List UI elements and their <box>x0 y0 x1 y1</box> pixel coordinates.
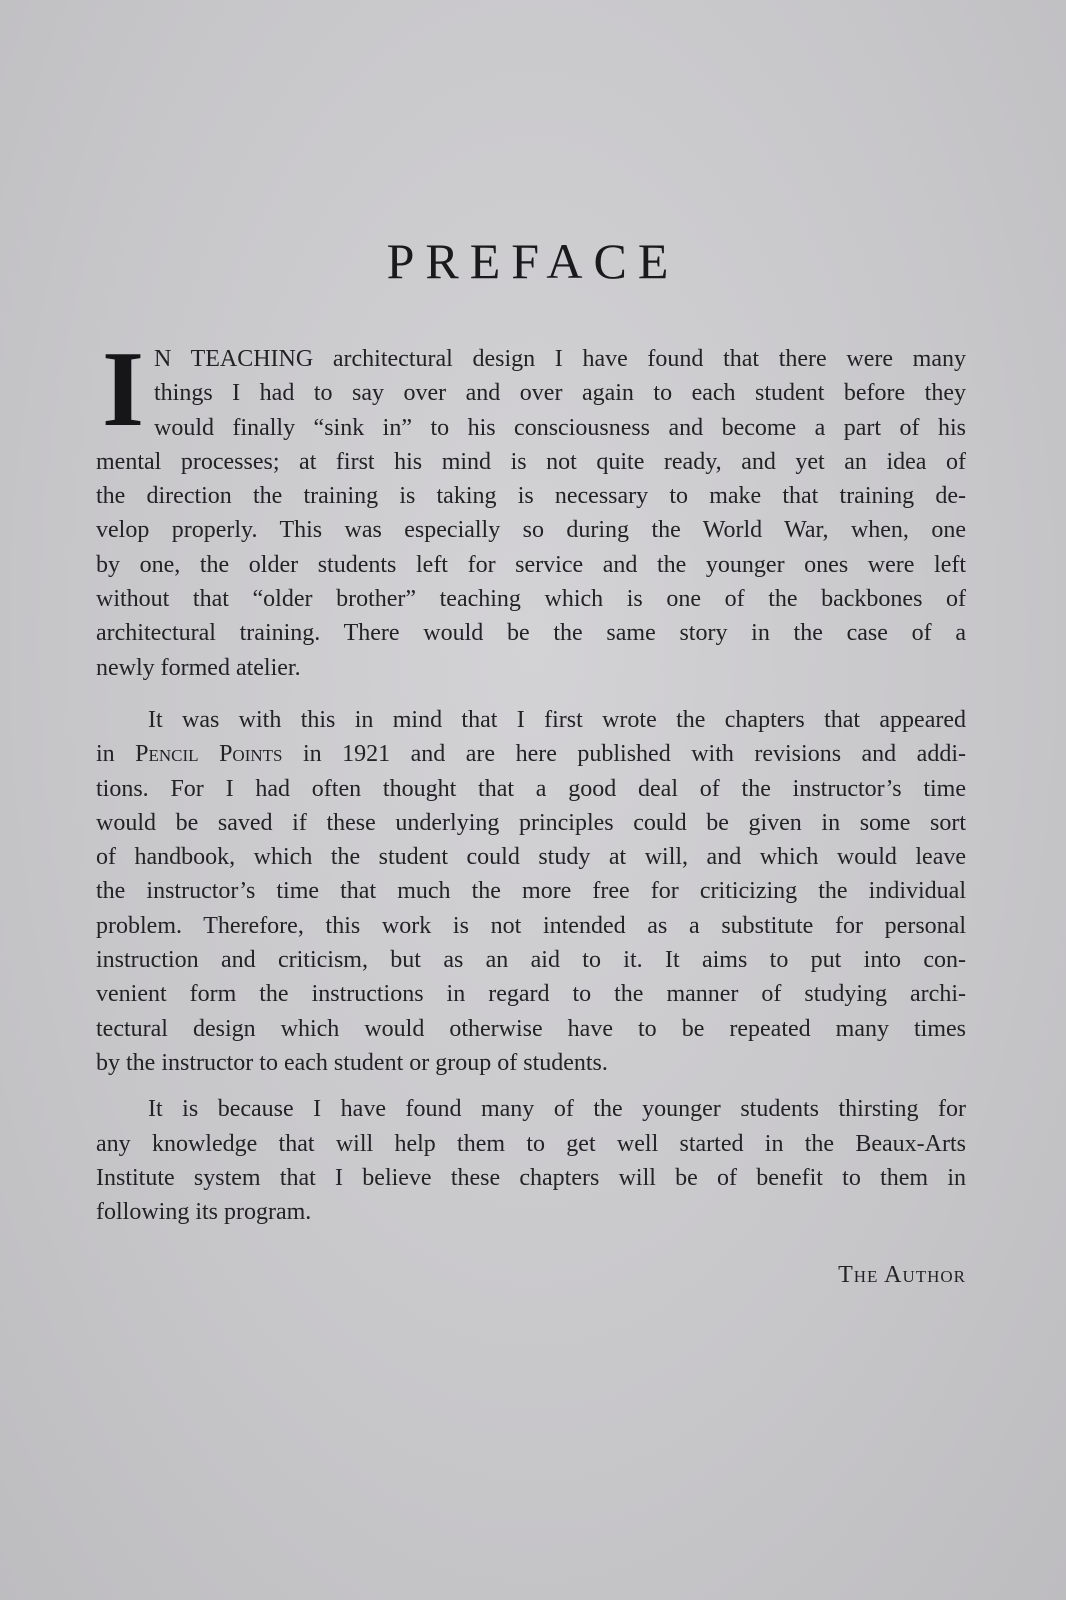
text-line: tectural design which would otherwise have to be repeated many times <box>96 1015 966 1042</box>
drop-cap: I <box>102 330 145 449</box>
text-line: architectural training. There would be the same story in the case of a <box>96 620 966 647</box>
author-signature: The Author <box>838 1262 966 1288</box>
text-line: things I had to say over and over again to each student before they <box>154 380 966 407</box>
text-line: velop properly. This was especially so during the World War, when, one <box>96 517 966 544</box>
text-line: It was with this in mind that I first wrote the chapters that appeared <box>148 706 966 733</box>
text-line: without that “older brother” teaching which is one of the backbones of <box>96 586 966 613</box>
text-line: following its program. <box>96 1199 312 1226</box>
page-title: PREFACE <box>386 233 680 289</box>
text-line: the direction the training is taking is necessary to make that training de- <box>96 483 966 510</box>
text-line: Institute system that I believe these chapters will be of benefit to them in <box>96 1164 966 1191</box>
paragraph-3 <box>96 1092 966 1229</box>
text-line: of handbook, which the student could study at will, and which would leave <box>96 844 966 871</box>
text-line: mental processes; at first his mind is not quite ready, and yet an idea of <box>96 448 966 475</box>
text-line: N TEACHING architectural design I have found that there were many <box>154 346 966 372</box>
text-line: would be saved if these underlying principles could be given in some sort <box>96 809 966 836</box>
paragraph-1 <box>96 330 966 685</box>
text-line: problem. Therefore, this work is not intended as a substitute for personal <box>96 912 966 939</box>
text-line: tions. For I had often thought that a good deal of the instructor’s time <box>96 775 966 802</box>
text-line: any knowledge that will help them to get well started in the Beaux-Arts <box>96 1130 966 1157</box>
preface-body <box>96 330 966 1229</box>
paragraph-2 <box>96 703 966 1080</box>
text-line: newly formed atelier. <box>96 654 301 681</box>
publication-title: Pencil Points <box>135 741 283 768</box>
text-line: the instructor’s time that much the more free for criticizing the individual <box>96 878 966 905</box>
text-line: would finally “sink in” to his consciousness and become a part of his <box>154 414 966 441</box>
text-line: by one, the older students left for service and the younger ones were left <box>96 551 966 578</box>
text-line: by the instructor to each student or group of students. <box>96 1049 608 1076</box>
text-line-with-smallcaps: in Pencil Points in 1921 and are here published with revisions and addi- <box>96 741 966 768</box>
text-line: instruction and criticism, but as an aid to it. It aims to put into con- <box>96 947 966 974</box>
text-line: venient form the instructions in regard to the manner of studying archi- <box>96 981 966 1008</box>
text-line: It is because I have found many of the younger students thirsting for <box>148 1096 966 1123</box>
